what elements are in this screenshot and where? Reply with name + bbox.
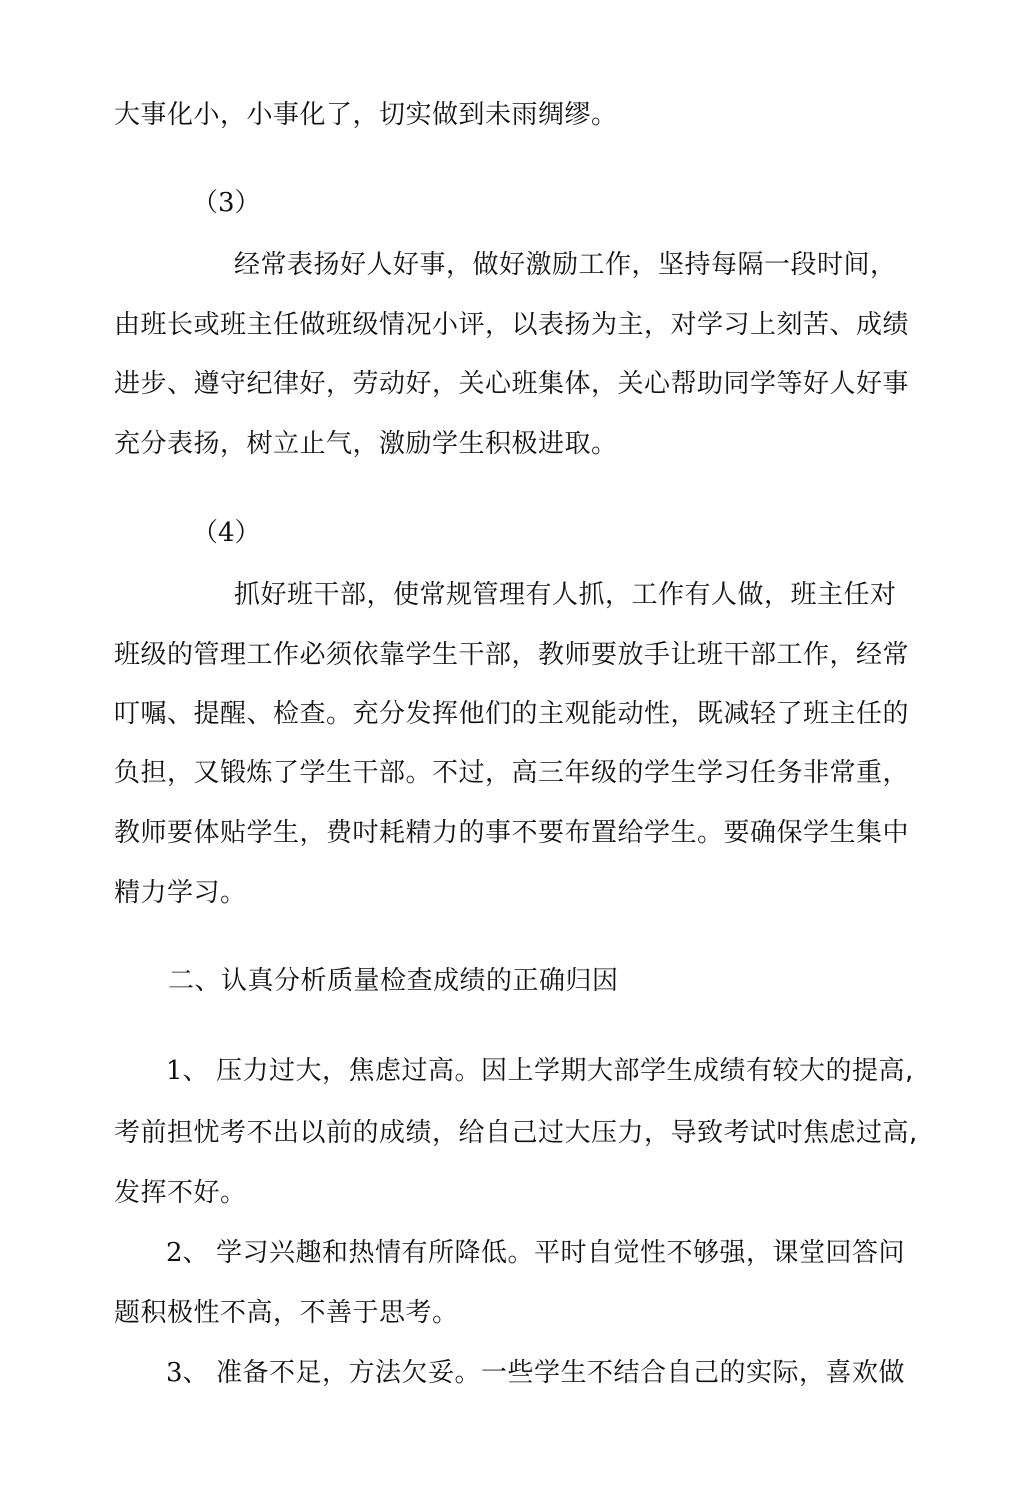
paragraph-line: 抓好班干部，使常规管理有人抓，工作有人做，班主任对 (234, 580, 897, 610)
item-number: 2、 (166, 1238, 209, 1268)
section-heading: 二、认真分析质量检查成绩的正确归因 (168, 966, 619, 996)
item-number: 3、 (166, 1358, 209, 1388)
paragraph-line: 考前担忧考不出以前的成绩，给自己过大压力，导致考试吋焦虑过高, (114, 1118, 918, 1148)
paragraph-line: 叮嘱、提醒、检查。充分发挥他们的主观能动性，既减轻了班主任的 (114, 699, 910, 729)
item-number: （3） (192, 188, 261, 218)
paragraph-line: 题积极性不高，不善于思考。 (114, 1298, 459, 1328)
paragraph-line: 精力学习。 (114, 878, 247, 908)
paragraph-line: 发挥不好。 (114, 1178, 247, 1208)
item-number: （4） (192, 518, 261, 548)
paragraph-line: 教师要体贴学生，费吋耗精力的事不要布置给学生。要确保学生集中 (114, 818, 910, 848)
paragraph-line: 准备不足，方法欠妥。一些学生不结合自己的实际，喜欢做 (216, 1358, 906, 1388)
paragraph-line: 学习兴趣和热情有所降低。平时自觉性不够强，课堂回答问 (216, 1238, 906, 1268)
paragraph-line: 负担，又锻炼了学生干部。不过，高三年级的学生学习任务非常重， (114, 758, 910, 788)
paragraph-line: 由班长或班主任做班级情况小评，以表扬为主，对学习上刻苦、成绩 (114, 310, 910, 340)
paragraph-line: 大事化小，小事化了，切实做到未雨绸缪。 (114, 100, 618, 130)
paragraph-line: 压力过大，焦虑过高。因上学期大部学生成绩有较大的提高, (216, 1056, 914, 1086)
paragraph-line: 充分表扬，树立止气，激励学生积极进取。 (114, 429, 618, 459)
item-number: 1、 (166, 1056, 209, 1086)
paragraph-line: 经常表扬好人好事，做好激励工作，坚持每隔一段时间， (234, 250, 897, 280)
paragraph-line: 班级的管理工作必须依靠学生干部，教师要放手让班干部工作，经常 (114, 640, 910, 670)
paragraph-line: 进步、遵守纪律好，劳动好，关心班集体，关心帮助同学等好人好事 (114, 369, 910, 399)
